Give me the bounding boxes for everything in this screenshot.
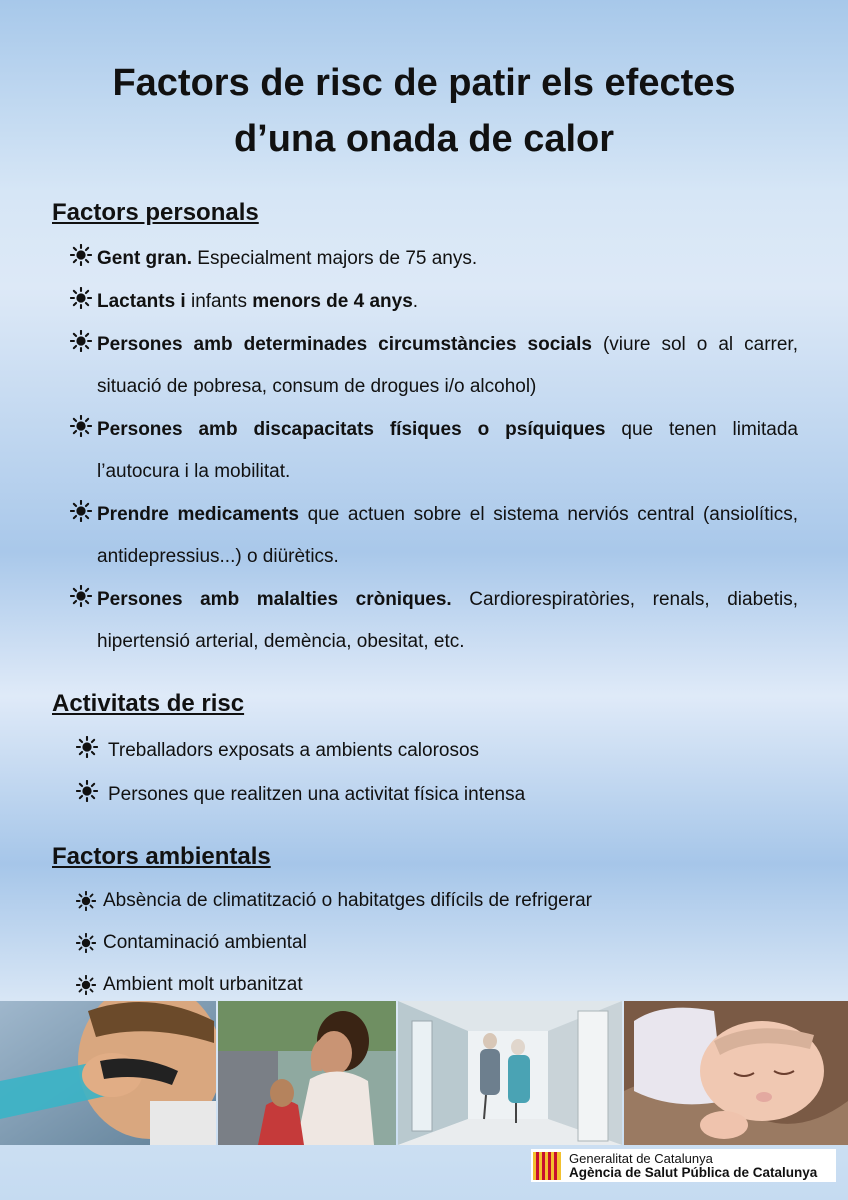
item-text: Contaminació ambiental: [103, 932, 307, 953]
item-bold: Prendre medicaments: [97, 504, 299, 525]
title-line-2: d’una onada de calor: [233, 118, 615, 160]
item-text: Absència de climatització o habitatges difícils de refrigerar: [103, 890, 592, 911]
sun-icon: [76, 736, 98, 758]
photo-strip: [0, 1001, 848, 1145]
boy-drinking-water-photo: [0, 1001, 216, 1145]
list-item: [70, 281, 798, 323]
list-item: [70, 238, 798, 280]
list-activitats-de-risc: [76, 730, 796, 818]
list-factors-ambientals: [76, 880, 796, 1006]
item-text: que actuen sobre el sistema nerviós central (ansiolítics, antidepressius...) o diürètics.: [97, 504, 798, 567]
list-item: [76, 730, 796, 772]
list-item: [76, 880, 796, 922]
item-text: Treballadors exposats a ambients calorosos: [108, 740, 480, 761]
footer-org-name: [569, 1152, 817, 1180]
footer-org-line-1: Generalitat de Catalunya: [569, 1150, 713, 1166]
sun-icon: [76, 891, 96, 911]
item-text: (viure sol o al carrer, situació de pobresa, consum de drogues i/o alcohol): [97, 334, 798, 397]
heading-activitats-de-risc: Activitats de risc: [52, 690, 245, 717]
item-bold: Persones amb determinades circumstàncies socials: [97, 334, 592, 355]
elderly-women-hospital-corridor-photo: [398, 1001, 622, 1145]
item-text: Persones que realitzen una activitat física intensa: [108, 784, 526, 805]
list-item: [70, 579, 798, 663]
footer-org-line-2: Agència de Salut Pública de Catalunya: [569, 1164, 818, 1180]
item-bold: Lactants i: [97, 291, 186, 312]
item-text: Ambient molt urbanitzat: [103, 974, 303, 995]
sun-icon: [70, 500, 92, 522]
page-title: [0, 55, 848, 167]
list-item: [70, 324, 798, 408]
item-text-2: .: [412, 291, 419, 312]
list-item: [76, 774, 796, 816]
sun-icon: [70, 585, 92, 607]
sun-icon: [70, 415, 92, 437]
item-text: Cardiorespiratòries, renals, diabetis, hipertensió arterial, demència, obesitat, etc.: [97, 589, 798, 652]
sun-icon: [76, 975, 96, 995]
generalitat-shield-icon: [533, 1152, 561, 1180]
item-text: infants: [185, 291, 253, 312]
item-bold: Persones amb malalties cròniques.: [97, 589, 452, 610]
title-line-1: Factors de risc de patir els efectes: [112, 62, 736, 104]
sun-icon: [76, 780, 98, 802]
item-bold-2: menors de 4 anys: [252, 291, 413, 312]
sun-icon: [70, 287, 92, 309]
woman-in-heat-photo: [218, 1001, 396, 1145]
list-item: [76, 922, 796, 964]
list-item: [70, 494, 798, 578]
footer-logo: [531, 1149, 836, 1182]
sun-icon: [70, 244, 92, 266]
item-text: Especialment majors de 75 anys.: [192, 248, 478, 269]
list-factors-personals: [70, 238, 798, 664]
heading-factors-ambientals: Factors ambientals: [52, 843, 271, 870]
item-text: que tenen limitada l’autocura i la mobilitat.: [97, 419, 798, 482]
sun-icon: [76, 933, 96, 953]
item-bold: Gent gran.: [97, 248, 193, 269]
list-item: [70, 409, 798, 493]
list-item: [76, 964, 796, 1006]
heading-factors-personals: Factors personals: [52, 199, 259, 226]
sun-icon: [70, 330, 92, 352]
item-bold: Persones amb discapacitats físiques o psíquiques: [97, 419, 606, 440]
sleeping-baby-photo: [624, 1001, 848, 1145]
